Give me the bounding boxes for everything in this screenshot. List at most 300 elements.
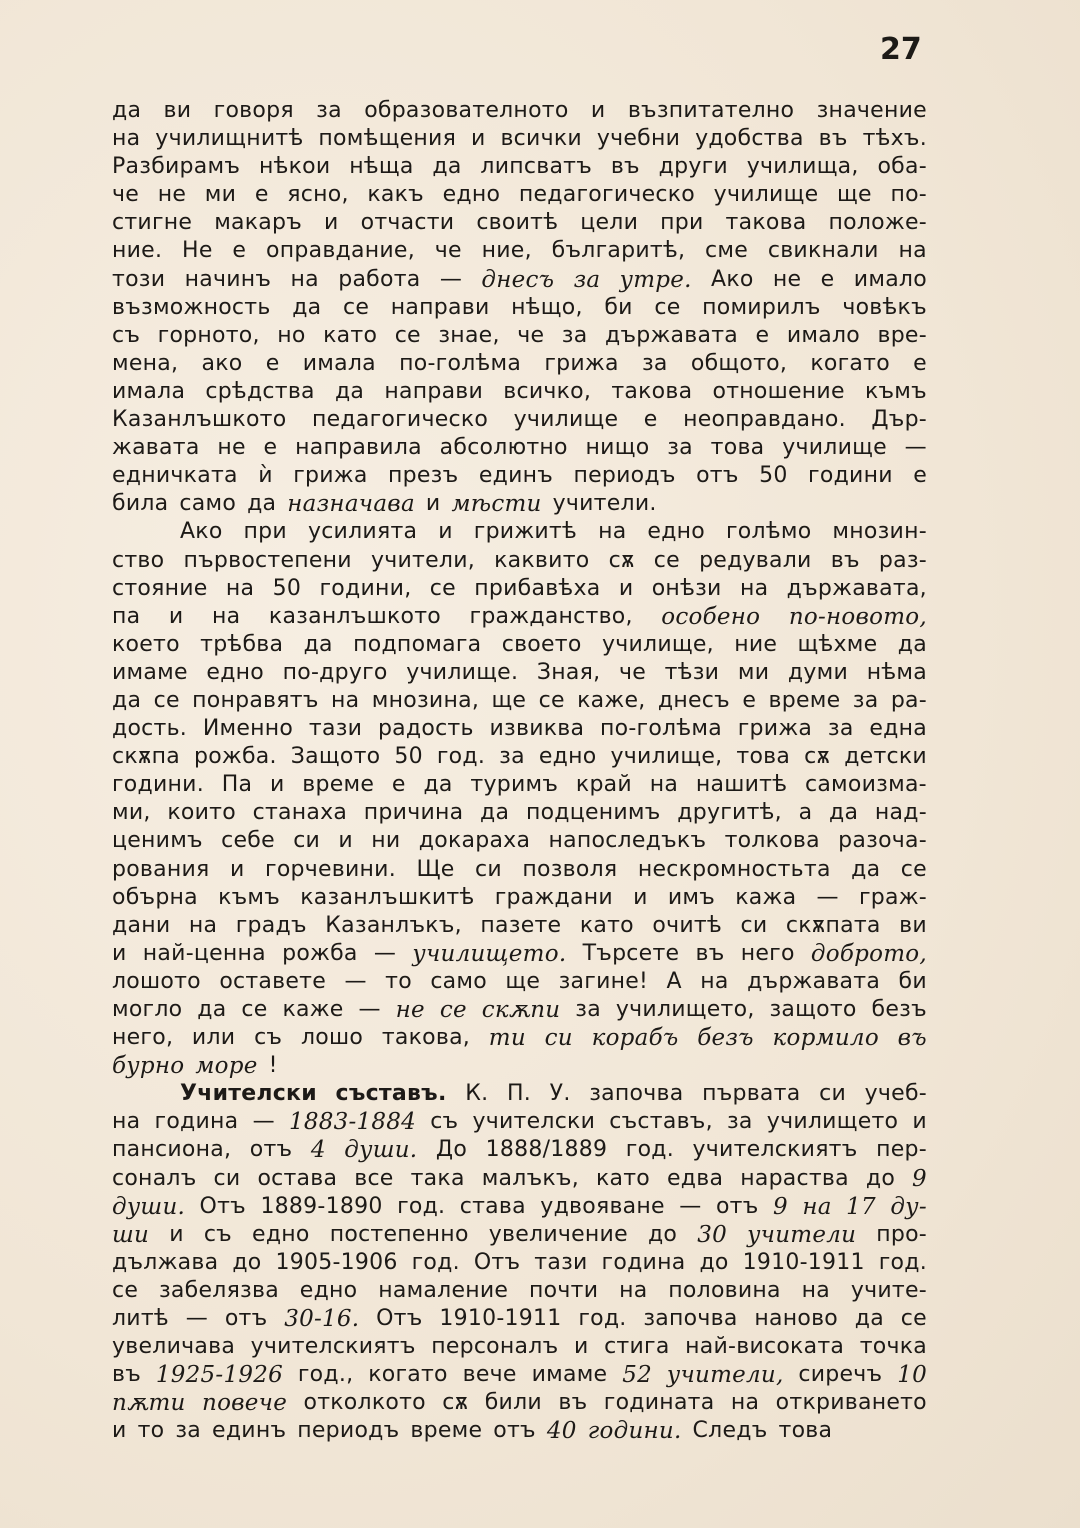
text-line xyxy=(112,743,927,771)
word: по-новото, xyxy=(788,603,927,630)
word: грижа xyxy=(293,463,368,489)
word: могло xyxy=(112,997,183,1022)
word: такова, xyxy=(381,1025,471,1051)
word: него xyxy=(740,940,795,966)
word: соналъ xyxy=(112,1165,197,1191)
word: си xyxy=(213,1165,241,1191)
word: ние, xyxy=(481,238,532,264)
word: съставъ, xyxy=(609,1109,713,1135)
word: едно xyxy=(252,1221,310,1247)
word: сѫ xyxy=(442,1390,469,1416)
word: ние xyxy=(734,631,778,657)
word: 1888/1889 xyxy=(485,1137,608,1163)
word: 50 xyxy=(272,575,302,601)
word: пансиона, xyxy=(112,1137,232,1163)
word: радость xyxy=(377,716,474,742)
word: липсватъ xyxy=(480,154,593,180)
word: знае, xyxy=(438,322,500,348)
word: отношение xyxy=(712,378,845,404)
word: а xyxy=(798,800,813,826)
word: въ xyxy=(558,1390,588,1416)
word: отчасти xyxy=(360,210,455,236)
word: сме xyxy=(705,238,749,264)
word: съ xyxy=(254,1025,283,1051)
word: ѝ xyxy=(258,463,273,489)
word: 40 xyxy=(546,1418,577,1445)
word: граждани xyxy=(494,884,613,910)
word: съ xyxy=(112,322,141,348)
word: да xyxy=(112,687,142,713)
text-line xyxy=(112,378,927,406)
word: на xyxy=(730,1390,760,1416)
word: загине! xyxy=(558,968,649,994)
word: 9 xyxy=(912,1165,927,1192)
word: е xyxy=(820,266,835,292)
word: понравятъ xyxy=(192,687,319,713)
word: помѣщения xyxy=(318,126,457,152)
word: да xyxy=(292,294,322,320)
word: год. xyxy=(878,1249,927,1275)
word: въ xyxy=(897,1025,927,1052)
word: учите- xyxy=(850,1277,927,1303)
word: учебни xyxy=(596,126,681,152)
word: дължава xyxy=(112,1249,219,1275)
word: нараства xyxy=(740,1165,849,1191)
word: До xyxy=(435,1137,468,1163)
word: 50 xyxy=(759,463,788,489)
word: градъ xyxy=(235,912,307,938)
word: други xyxy=(658,154,728,180)
text-line xyxy=(112,490,927,518)
word: се xyxy=(653,547,680,573)
word: стояние xyxy=(112,575,208,601)
word: едничката xyxy=(112,463,238,489)
word: ти xyxy=(488,1025,526,1052)
text-line xyxy=(112,1080,927,1108)
word: училище. xyxy=(406,659,519,685)
word: туримъ xyxy=(470,772,559,798)
word: год. xyxy=(578,1306,627,1332)
word: голѣмо xyxy=(726,519,812,545)
word: доброто, xyxy=(810,940,927,967)
word: да xyxy=(854,1306,884,1332)
word: и xyxy=(230,856,245,882)
word: е xyxy=(643,407,658,433)
word: едва xyxy=(667,1165,724,1191)
word: на xyxy=(225,575,255,601)
word: и xyxy=(324,210,339,236)
word: и xyxy=(633,884,648,910)
word: се xyxy=(241,997,268,1022)
word: год. xyxy=(436,744,486,770)
word: въ xyxy=(818,126,848,152)
word: учители xyxy=(747,1221,857,1248)
word: до xyxy=(232,1249,262,1275)
word: неоправдано. xyxy=(683,407,846,433)
word: е xyxy=(755,322,770,348)
word: край xyxy=(575,772,632,798)
word: или xyxy=(191,1025,236,1051)
word: имало xyxy=(853,266,927,292)
word: макаръ xyxy=(214,210,303,236)
word: години, xyxy=(319,575,412,601)
word: при xyxy=(243,519,287,545)
word: да xyxy=(334,378,365,404)
text-line xyxy=(112,1277,927,1305)
word: каже, xyxy=(577,687,646,713)
word: за xyxy=(175,1418,202,1444)
word: докараха xyxy=(418,828,531,854)
word: Отъ xyxy=(376,1306,423,1332)
word: кормило xyxy=(772,1025,879,1052)
word: — xyxy=(344,968,367,994)
word: год. xyxy=(397,1193,446,1219)
word: говоря xyxy=(213,98,294,123)
word: другитѣ, xyxy=(677,800,782,826)
text-line xyxy=(112,209,927,237)
word: и xyxy=(618,575,634,601)
text-line xyxy=(112,1024,927,1052)
word: безъ xyxy=(697,1025,754,1052)
word: море xyxy=(195,1053,258,1080)
word: всички xyxy=(500,126,582,152)
word: ми xyxy=(737,659,770,685)
word: училище, xyxy=(610,744,723,770)
word: сѫ xyxy=(608,547,635,573)
word: пазете xyxy=(480,912,562,938)
word: периодъ xyxy=(297,1418,400,1444)
word: абсолютно xyxy=(439,435,568,461)
word: и xyxy=(269,772,285,798)
word: държавата xyxy=(604,322,738,348)
word: отъ xyxy=(224,1306,268,1332)
word: си xyxy=(740,912,768,938)
word: година xyxy=(154,1109,239,1135)
word: би xyxy=(604,294,633,320)
word: откриването xyxy=(775,1390,927,1416)
word: удобства xyxy=(695,126,804,152)
word: остава xyxy=(257,1165,338,1191)
word: тѣзи xyxy=(664,659,720,685)
word: това xyxy=(778,1418,833,1444)
word: прибавѣха xyxy=(474,575,601,601)
word: и xyxy=(425,491,441,517)
text-line xyxy=(112,771,927,799)
word: подпомага xyxy=(353,631,482,657)
word: грижитѣ xyxy=(473,519,578,545)
word: едно xyxy=(647,519,706,545)
word: да xyxy=(247,491,277,517)
word: разоча- xyxy=(838,828,927,854)
text-line xyxy=(112,1165,927,1193)
word: себе xyxy=(221,828,275,854)
word: училището xyxy=(766,1109,899,1135)
paragraph xyxy=(112,518,927,1080)
word: учители, xyxy=(666,1362,784,1389)
word: се xyxy=(538,687,565,713)
word: А xyxy=(666,968,682,994)
text-line xyxy=(112,153,927,181)
word: и xyxy=(573,1334,589,1360)
word: кажа xyxy=(735,884,797,910)
word: до xyxy=(699,1249,729,1275)
word: нѣщо, xyxy=(511,294,583,320)
word: отъ xyxy=(696,463,739,489)
word: възможность xyxy=(112,294,271,320)
text-line xyxy=(112,97,927,125)
word: най-високата xyxy=(685,1334,845,1360)
word: на xyxy=(598,519,627,545)
word: 1889-1890 xyxy=(260,1193,383,1219)
word: е xyxy=(265,350,280,376)
word: че xyxy=(618,659,646,685)
word: би xyxy=(898,968,927,994)
word: — xyxy=(185,1306,209,1332)
word: 50 xyxy=(394,744,423,770)
word: мѣсти xyxy=(451,491,542,518)
word: 30 xyxy=(697,1221,727,1248)
word: ми xyxy=(204,182,237,208)
word: — xyxy=(373,940,397,966)
word: като xyxy=(579,912,634,938)
word: това xyxy=(710,435,765,461)
word: ду- xyxy=(890,1193,927,1220)
word: нескромностьта xyxy=(637,856,831,882)
word: гражданство, xyxy=(469,603,633,629)
word: позволя xyxy=(522,856,618,882)
word: учителскиятъ xyxy=(250,1334,416,1360)
word: Разбирамъ xyxy=(112,154,241,180)
word: училищнитѣ xyxy=(155,126,304,152)
word: отъ xyxy=(249,1137,293,1163)
word: е xyxy=(263,435,278,461)
word: училището. xyxy=(412,940,567,967)
word: и xyxy=(590,98,606,123)
word: училище xyxy=(513,407,619,433)
word: учеб- xyxy=(864,1081,927,1107)
word: работа xyxy=(338,266,421,292)
word: едно xyxy=(206,659,264,685)
word: само xyxy=(179,491,237,517)
word: горното, xyxy=(157,322,260,348)
word: особено xyxy=(661,603,761,630)
word: по- xyxy=(890,182,927,208)
word: забелязва xyxy=(158,1277,279,1303)
word: за xyxy=(827,716,854,742)
word: ми, xyxy=(112,800,151,826)
word: — xyxy=(816,884,839,910)
word: У. xyxy=(549,1081,571,1107)
word: на xyxy=(649,772,679,798)
word: първостепени xyxy=(183,547,352,573)
text-line xyxy=(112,1052,927,1080)
word: не xyxy=(395,997,425,1023)
text-line xyxy=(112,518,927,546)
word: учителскиятъ xyxy=(692,1137,858,1163)
word: Казанлъшкото xyxy=(112,407,287,433)
word: 30-16. xyxy=(284,1306,360,1333)
word: училището, xyxy=(615,997,755,1022)
text-line xyxy=(112,968,927,996)
word: които xyxy=(167,800,236,826)
word: се xyxy=(343,294,370,320)
word: увеличение xyxy=(488,1221,628,1247)
word: се xyxy=(654,294,681,320)
word: постепенно xyxy=(329,1221,469,1247)
word: едно xyxy=(299,1277,358,1303)
word: се xyxy=(439,997,467,1023)
word: не xyxy=(772,266,802,292)
word: въ xyxy=(695,940,725,966)
word: души. xyxy=(112,1193,186,1220)
word: ви xyxy=(163,98,192,123)
word: скѫпата xyxy=(785,912,881,938)
word: назначава xyxy=(287,491,415,518)
word: си xyxy=(475,856,502,882)
word: време xyxy=(410,1418,483,1444)
word: напоследъкъ xyxy=(548,828,707,854)
text-line xyxy=(112,715,927,743)
text-line xyxy=(112,799,927,827)
word: всичко, xyxy=(503,378,592,404)
word: и xyxy=(338,828,353,854)
text-line xyxy=(112,1305,927,1333)
word: да xyxy=(432,154,462,180)
word: не xyxy=(157,182,187,208)
word: извиква xyxy=(489,716,585,742)
text-line xyxy=(112,1417,927,1445)
word: детски xyxy=(844,744,927,770)
word: 1910-1911 xyxy=(439,1306,562,1332)
word: онѣзи xyxy=(651,575,722,601)
word: става xyxy=(459,1193,526,1219)
word: и xyxy=(112,940,127,966)
text-line xyxy=(112,125,927,153)
word: е xyxy=(232,238,247,264)
word: се xyxy=(153,687,180,713)
word: училища, xyxy=(746,154,859,180)
text-line xyxy=(112,547,927,575)
word: и xyxy=(470,126,486,152)
word: толкова xyxy=(724,828,820,854)
word: за xyxy=(561,322,588,348)
word: ще xyxy=(505,968,541,994)
word: на xyxy=(331,687,360,713)
word: — xyxy=(358,997,381,1022)
word: точка xyxy=(859,1334,927,1360)
word: на xyxy=(112,126,141,152)
word: когато xyxy=(368,1362,448,1388)
word: Търсете xyxy=(582,940,680,966)
text-line xyxy=(112,1361,927,1389)
word: години xyxy=(808,463,893,489)
word: образователното xyxy=(364,98,569,123)
word: само xyxy=(430,968,487,994)
word: Отъ xyxy=(199,1193,246,1219)
word: причина xyxy=(363,800,464,826)
word: се xyxy=(112,1277,139,1303)
text-line xyxy=(112,912,927,940)
word: този xyxy=(112,266,166,292)
word: като xyxy=(323,322,378,348)
page-number: 27 xyxy=(880,32,922,67)
word: което xyxy=(112,631,180,657)
word: защото xyxy=(769,997,857,1022)
word: такова xyxy=(611,378,693,404)
word: намаление xyxy=(378,1277,509,1303)
word: до xyxy=(647,1221,678,1247)
word: грижа xyxy=(737,716,813,742)
word: нашитѣ xyxy=(695,772,788,798)
word: утре. xyxy=(619,266,692,293)
word: за xyxy=(852,687,879,713)
word: презъ xyxy=(388,463,459,489)
word: да xyxy=(480,800,510,826)
word: мнозина, xyxy=(371,687,480,713)
word: 1925-1926 xyxy=(155,1362,283,1389)
word: се xyxy=(394,322,421,348)
word: самоизма- xyxy=(804,772,927,798)
word: по-голѣма xyxy=(600,716,722,742)
text-line xyxy=(112,237,927,265)
word: направи xyxy=(384,378,484,404)
word: но xyxy=(277,322,306,348)
word: скѫпи xyxy=(481,997,561,1023)
word: увеличава xyxy=(112,1334,236,1360)
word: ра- xyxy=(890,687,927,713)
word: начинъ xyxy=(184,266,272,292)
word: така xyxy=(410,1165,465,1191)
word: рожба. xyxy=(193,744,277,770)
word: персоналъ xyxy=(431,1334,559,1360)
word: държавата, xyxy=(786,575,927,601)
word: съставъ. xyxy=(335,1081,447,1107)
word: нищо xyxy=(585,435,650,461)
word: па xyxy=(112,603,141,629)
word: 4 xyxy=(310,1137,326,1164)
body-text xyxy=(112,97,927,1446)
word: очитѣ xyxy=(652,912,722,938)
word: станаха xyxy=(252,800,348,826)
text-line xyxy=(112,1108,927,1136)
text-line xyxy=(112,827,927,855)
word: време xyxy=(302,772,375,798)
word: е xyxy=(742,687,757,713)
word: редували xyxy=(699,547,812,573)
word: години. xyxy=(112,772,204,798)
word: ние. xyxy=(112,238,163,264)
text-line xyxy=(112,1193,927,1221)
word: щѣхме xyxy=(797,631,878,657)
word: 17 xyxy=(846,1193,876,1220)
text-line xyxy=(112,1136,927,1164)
word: като xyxy=(595,1165,650,1191)
word: подценимъ xyxy=(525,800,661,826)
word: над- xyxy=(874,800,927,826)
word: дани xyxy=(112,912,171,938)
word: вече xyxy=(462,1362,517,1388)
word: рования xyxy=(112,856,210,882)
word: почти xyxy=(529,1277,599,1303)
word: малъкъ, xyxy=(481,1165,579,1191)
word: пѫти xyxy=(112,1390,186,1417)
word: лошо xyxy=(300,1025,364,1051)
word: че xyxy=(434,238,462,264)
word: на xyxy=(619,1277,648,1303)
word: при xyxy=(660,210,704,236)
word: отъ xyxy=(493,1418,536,1444)
word: е xyxy=(913,350,927,376)
